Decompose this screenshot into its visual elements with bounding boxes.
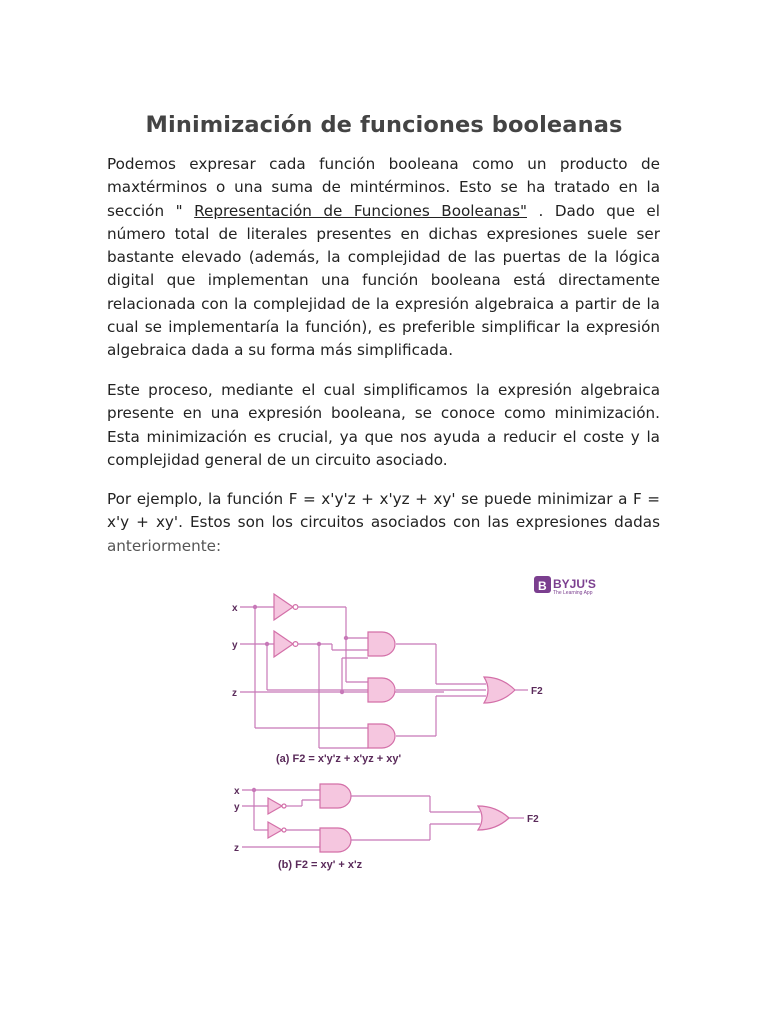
page-title: Minimización de funciones booleanas: [145, 112, 623, 138]
circuit-a-output: F2: [531, 686, 543, 697]
circuit-b: [242, 784, 524, 852]
circuit-figure: [222, 570, 602, 884]
circuit-b-input-x: x: [234, 786, 240, 797]
intro-text-end: . Dado que el número total de literales presentes en dichas expresiones suele ser bastante elevado (además, la complejidad de las puertas de la lógica digital que implementan una función booleana está directamente relacionada con la complejidad de la expresión algebraica a partir de la cual se implementaría la función), es preferible simplificar la expresión algebraica dada a su forma más simplificada.: [107, 201, 660, 360]
example-text-tail: anteriormente:: [107, 536, 222, 555]
circuit-b-input-z: z: [234, 843, 239, 854]
circuit-a-input-y: y: [232, 640, 238, 651]
byjus-logo-text: BYJU'S: [553, 577, 596, 591]
byjus-logo-subtext: The Learning App: [553, 590, 593, 596]
minimization-paragraph: Este proceso, mediante el cual simplificamos la expresión algebraica presente en una expresión booleana, se conoce como minimización. Esta minimización es crucial, ya que nos ayuda a reducir el coste y la complejidad general de un circuito asociado.: [107, 381, 660, 469]
byjus-logo: [534, 576, 596, 596]
example-text: Por ejemplo, la función F = x'y'z + x'yz + xy' se puede minimizar a F = x'y + xy'. Estos son los circuitos asociados con las expresiones dadas: [107, 490, 660, 532]
circuit-a: [240, 594, 528, 748]
intro-text-start: Podemos expresar cada función booleana como un producto de maxtérminos o una suma de mintérminos. Esto se ha tratado en la sección ": [107, 155, 660, 220]
circuit-b-input-y: y: [234, 802, 240, 813]
circuit-a-caption: (a) F2 = x'y'z + x'yz + xy': [276, 753, 402, 765]
circuit-a-input-z: z: [232, 688, 237, 699]
circuit-diagram: [222, 570, 602, 880]
circuit-b-caption: (b) F2 = xy' + x'z: [278, 859, 363, 871]
circuit-a-input-x: x: [232, 603, 238, 614]
circuit-b-output: F2: [527, 814, 539, 825]
svg-text:B: B: [538, 579, 547, 593]
example-paragraph: [107, 488, 660, 558]
boolean-functions-link[interactable]: Representación de Funciones Booleanas": [194, 201, 527, 220]
intro-paragraph: [107, 153, 660, 363]
